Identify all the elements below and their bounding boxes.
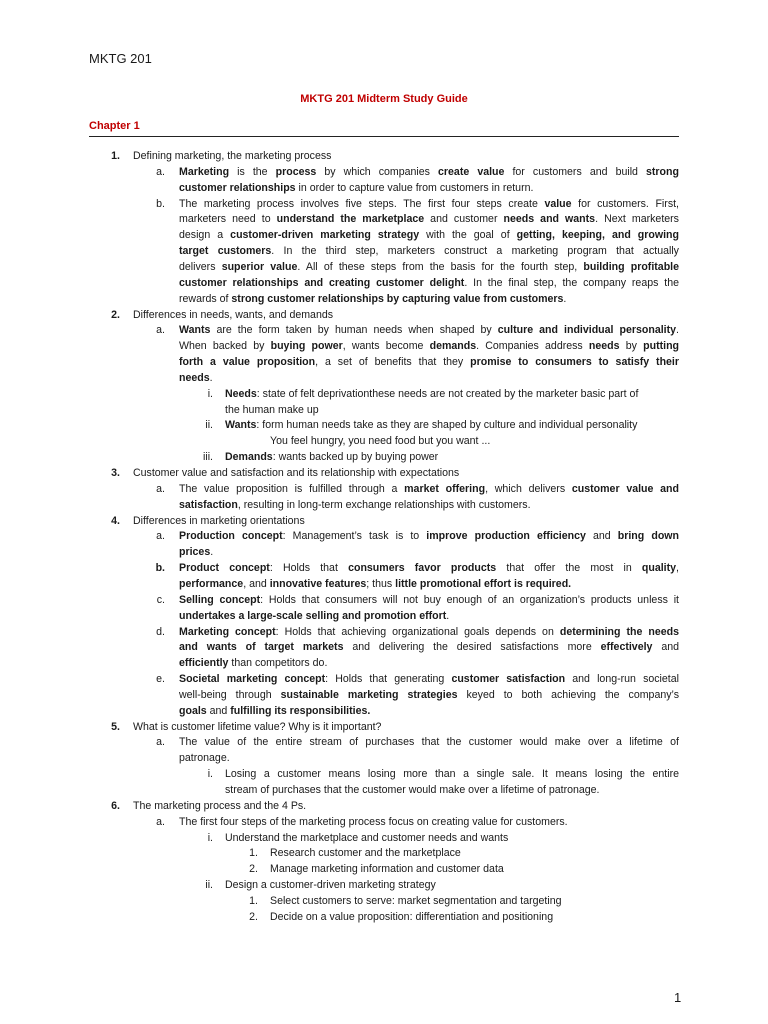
text-line: [179, 354, 679, 370]
text-run: : form human needs take as they are shaped by culture and individual personality: [256, 419, 638, 432]
text-line: [179, 211, 679, 227]
text-run: Decide on a value proposition: differentiation and positioning: [270, 910, 554, 923]
text-line: [133, 307, 333, 323]
text-run: marketers need to: [179, 213, 277, 226]
text-run: ,: [676, 562, 679, 575]
bold-term: customer value and: [571, 482, 679, 495]
text-run: Research customer and the marketplace: [270, 847, 461, 860]
text-run: Manage marketing information and customer data: [270, 863, 504, 876]
text-run: : Management’s task is to: [282, 530, 427, 543]
bold-term: customer satisfaction: [451, 673, 566, 686]
text-run: and: [652, 641, 679, 654]
bold-term: effectively: [600, 641, 653, 654]
bold-term: promise to consumers to satisfy their: [470, 356, 679, 369]
bold-term: getting, keeping, and growing: [516, 229, 679, 242]
text-line: [179, 687, 679, 703]
text-run: and: [585, 530, 618, 543]
bold-term: goals: [179, 704, 207, 717]
text-line: [179, 291, 566, 307]
bold-term: target customers: [179, 245, 272, 258]
text-line: [179, 655, 327, 671]
list-marker: a.: [156, 530, 165, 543]
list-marker: 5.: [111, 720, 120, 733]
text-run: .: [563, 292, 567, 305]
text-line: [179, 275, 679, 291]
text-line: [179, 180, 533, 196]
bold-term: Marketing concept: [179, 625, 276, 638]
bold-term: fulfilling its responsibilities.: [230, 704, 371, 717]
bold-term: process: [275, 165, 317, 178]
bold-term: strong customer relationships by capturing value from customers: [231, 292, 564, 305]
list-marker: a.: [156, 815, 165, 828]
text-run: with the goal of: [419, 229, 517, 242]
list-marker: a.: [156, 736, 165, 749]
text-run: Select customers to serve: market segmentation and targeting: [270, 894, 562, 907]
text-run: . All of these steps from the basis for the fourth step,: [297, 260, 584, 273]
text-run: Losing a customer means losing more than a single sale. It means losing the entire: [225, 768, 679, 781]
text-run: and long-run societal: [565, 673, 679, 686]
text-run: .: [210, 546, 214, 559]
text-run: patronage.: [179, 752, 230, 765]
text-run: Customer value and satisfaction and its relationship with expectations: [133, 467, 460, 479]
text-line: [225, 386, 638, 402]
text-run: and: [206, 704, 231, 717]
text-run: for customers and build: [504, 165, 647, 178]
bold-term: building profitable: [583, 260, 679, 273]
text-line: [179, 196, 679, 212]
text-line: [179, 639, 679, 655]
text-run: Differences in needs, wants, and demands: [133, 308, 334, 321]
bold-term: superior value: [221, 260, 298, 273]
text-run: design a: [179, 229, 231, 242]
text-line: [179, 560, 679, 576]
text-line: [270, 909, 553, 925]
text-line: [179, 164, 679, 180]
text-run: . In the final step, the company reaps the: [464, 276, 679, 289]
text-run: keyed to both achieving the company’s: [457, 688, 679, 701]
list-marker: 2.: [111, 308, 120, 321]
text-line: [179, 322, 679, 338]
text-run: : Holds that generating: [325, 673, 452, 686]
list-marker: a.: [156, 165, 165, 178]
text-run: .: [209, 371, 213, 384]
text-run: than competitors do.: [228, 657, 328, 670]
list-marker: 1.: [111, 150, 120, 162]
list-marker: 1.: [249, 894, 258, 907]
list-marker: 3.: [111, 467, 120, 479]
bold-term: buying power: [270, 340, 343, 353]
text-line: [179, 703, 370, 719]
text-line: [179, 338, 679, 354]
list-marker: 4.: [111, 514, 120, 527]
text-run: The first four steps of the marketing process focus on creating value for customers.: [179, 815, 568, 828]
bold-term: Societal marketing concept: [179, 673, 326, 686]
list-marker: 2.: [249, 863, 258, 876]
bold-term: create value: [438, 165, 505, 178]
text-run: What is customer lifetime value? Why is it important?: [133, 720, 382, 733]
bold-term: putting: [643, 340, 679, 353]
bold-term: Selling concept: [179, 593, 261, 606]
text-run: , which delivers: [485, 482, 572, 495]
text-run: . In the third step, marketers construct a marketing program that actually: [271, 245, 679, 258]
document-title: MKTG 201 Midterm Study Guide: [300, 93, 468, 105]
bold-term: Marketing: [179, 165, 230, 178]
bold-term: Demands: [225, 451, 273, 464]
bold-term: Wants: [225, 419, 257, 432]
text-line: [179, 608, 449, 624]
text-run: rewards of: [179, 292, 232, 305]
text-run: : Holds that consumers will not buy enough of an organization’s products unless it: [260, 593, 679, 606]
text-line: [270, 893, 561, 909]
text-run: in order to capture value from customers in return.: [295, 181, 534, 194]
list-marker: 1.: [249, 847, 258, 860]
text-run: . Companies address: [476, 340, 589, 353]
bold-term: customer-driven marketing strategy: [230, 229, 420, 242]
text-line: [179, 671, 679, 687]
text-run: and customer: [424, 213, 504, 226]
text-line: [179, 528, 679, 544]
page-number: 1: [674, 990, 682, 1005]
text-line: [225, 830, 508, 846]
text-run: Understand the marketplace and customer needs and wants: [225, 831, 509, 844]
bold-term: sustainable marketing strategies: [280, 688, 458, 701]
text-run: . Next marketers: [595, 213, 679, 226]
text-line: [179, 497, 531, 513]
text-line: [179, 544, 213, 560]
text-line: [179, 814, 568, 830]
list-marker: b.: [155, 562, 165, 575]
text-run: by which companies: [316, 165, 439, 178]
text-run: Design a customer-driven marketing strategy: [225, 879, 436, 892]
bold-term: undertakes a large-scale selling and promotion effort: [179, 609, 447, 622]
bold-term: needs: [588, 340, 620, 353]
bold-term: satisfaction: [179, 498, 238, 511]
text-run: : state of felt deprivationthese needs are not created by the marketer basic part of: [256, 387, 639, 400]
text-line: [270, 861, 504, 877]
text-line: [270, 845, 461, 861]
list-marker: i.: [207, 387, 213, 400]
text-run: .: [446, 609, 450, 622]
bold-term: improve production efficiency: [426, 530, 586, 543]
text-run: that offer the most in: [496, 562, 642, 575]
text-run: : Holds that achieving organizational goals depends on: [275, 625, 560, 638]
text-line: [225, 782, 600, 798]
text-run: are the form taken by human needs when shaped by: [210, 324, 498, 337]
list-marker: d.: [156, 625, 165, 638]
text-line: [179, 624, 679, 640]
text-line: [179, 576, 571, 592]
list-marker: i.: [207, 768, 213, 781]
text-line: [179, 227, 679, 243]
text-run: , and: [243, 577, 270, 590]
bold-term: forth a value proposition: [179, 356, 316, 369]
text-line: [270, 433, 490, 449]
list-marker: i.: [207, 831, 213, 844]
text-line: [225, 877, 436, 893]
bold-term: bring down: [617, 530, 679, 543]
text-run: : Holds that: [269, 562, 349, 575]
text-run: , resulting in long-term exchange relationships with customers.: [237, 498, 531, 511]
list-marker: ii.: [205, 419, 213, 432]
text-line: [225, 417, 637, 433]
text-line: [225, 766, 679, 782]
bold-term: value: [544, 197, 572, 210]
list-marker: a.: [156, 482, 165, 495]
text-run: The value proposition is fulfilled through a: [179, 482, 405, 495]
text-run: and delivering the desired satisfactions more: [343, 641, 601, 654]
bold-term: performance: [179, 577, 244, 590]
bold-term: customer relationships and creating customer delight: [179, 276, 465, 289]
text-run: , wants become: [342, 340, 430, 353]
bold-term: culture and individual personality: [497, 324, 677, 337]
list-marker: 2.: [249, 910, 258, 923]
text-run: When backed by: [179, 340, 271, 353]
text-line: [133, 513, 305, 529]
text-run: Differences in marketing orientations: [133, 514, 305, 527]
bold-term: needs and wants: [503, 213, 596, 226]
chapter-divider: [89, 136, 679, 137]
list-marker: e.: [156, 673, 165, 686]
text-line: [179, 734, 679, 750]
bold-term: determining the needs: [559, 625, 679, 638]
text-line: [179, 750, 230, 766]
bold-term: market offering: [404, 482, 486, 495]
bold-term: understand the marketplace: [276, 213, 425, 226]
list-marker: b.: [156, 197, 165, 210]
text-run: : wants backed up by buying power: [272, 451, 439, 464]
text-line: [179, 592, 679, 608]
bold-term: needs: [179, 371, 210, 384]
text-line: [179, 481, 679, 497]
text-run: for customers. First,: [571, 197, 679, 210]
text-run: is the: [229, 165, 276, 178]
text-line: [179, 243, 679, 259]
page-header: MKTG 201: [89, 51, 152, 66]
text-run: The marketing process and the 4 Ps.: [133, 799, 307, 812]
text-run: You feel hungry, you need food but you want ...: [270, 435, 491, 448]
bold-term: Production concept: [179, 530, 283, 543]
bold-term: customer relationships: [179, 181, 296, 194]
text-line: [179, 259, 679, 275]
bold-term: Product concept: [179, 562, 270, 575]
bold-term: Needs: [225, 387, 257, 400]
bold-term: efficiently: [179, 657, 229, 670]
text-line: [179, 370, 213, 386]
text-run: the human make up: [225, 403, 319, 416]
text-line: [225, 449, 438, 465]
bold-term: strong: [646, 165, 679, 178]
list-marker: c.: [156, 593, 165, 606]
text-line: [133, 798, 306, 814]
text-run: stream of purchases that the customer would make over a lifetime of patronage.: [225, 784, 600, 796]
list-marker: a.: [156, 324, 165, 337]
text-run: delivers: [179, 260, 222, 273]
bold-term: and wants of target markets: [179, 641, 344, 654]
text-run: .: [676, 324, 679, 337]
text-run: Defining marketing, the marketing process: [133, 150, 332, 162]
text-line: [133, 719, 381, 735]
bold-term: consumers favor products: [348, 562, 497, 575]
bold-term: quality: [641, 562, 677, 575]
text-run: by: [619, 340, 644, 353]
text-run: , a set of benefits that they: [315, 356, 471, 369]
bold-term: Wants: [179, 324, 211, 337]
bold-term: innovative features: [269, 577, 367, 590]
list-marker: iii.: [202, 451, 213, 464]
chapter-heading: Chapter 1: [89, 120, 140, 132]
bold-term: demands: [429, 340, 477, 353]
text-line: [133, 465, 459, 481]
text-run: ; thus: [366, 577, 396, 590]
list-marker: ii.: [205, 879, 213, 892]
bold-term: little promotional effort is required.: [395, 577, 572, 590]
text-run: The value of the entire stream of purchases that the customer would make over a lifetime of: [179, 736, 679, 749]
list-marker: 6.: [111, 799, 120, 812]
text-run: The marketing process involves five steps. The first four steps create: [179, 197, 545, 210]
text-run: well-being through: [179, 688, 281, 701]
text-line: [133, 148, 331, 164]
text-line: [225, 402, 319, 418]
bold-term: prices: [179, 546, 211, 559]
